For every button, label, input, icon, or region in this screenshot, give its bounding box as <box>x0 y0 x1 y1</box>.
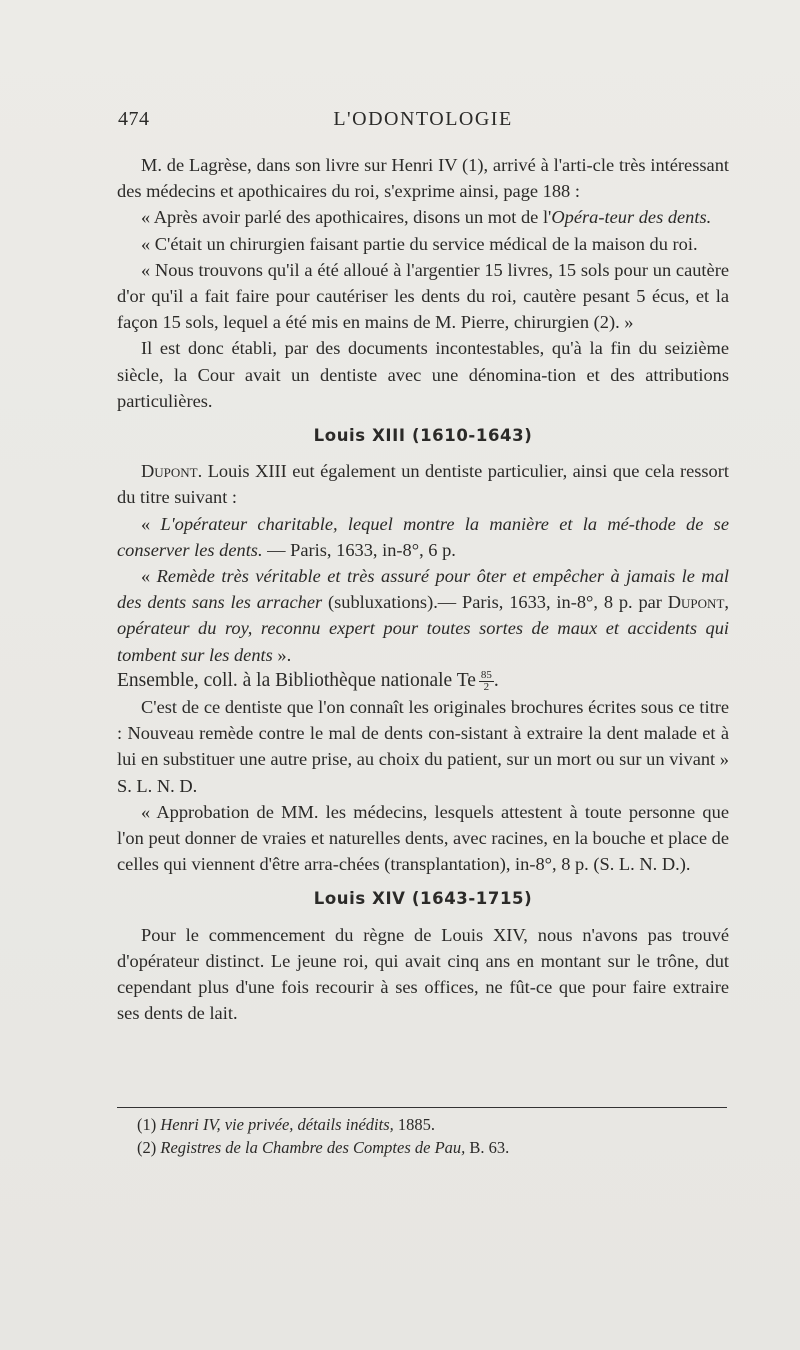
running-title: L'ODONTOLOGIE <box>333 108 513 130</box>
paragraph: « Approbation de MM. les médecins, lesquels attestent à toute personne que l'on peut donner de vraies et naturelles dents, avec racines, en la bouche et place de celles qui viennent d'être arra-chées (transplantation), in-8°, 8 p. (S. L. N. D.). <box>117 801 729 875</box>
footnote-2: (2) Registres de la Chambre des Comptes de Pau, B. 63. <box>137 1138 510 1157</box>
paragraph: « Remède très véritable et très assuré pour ôter et empêcher à jamais le mal des dents sans les arracher (subluxations).— Paris, 1633, in-8°, 8 p. par Dupont, opérateur du roy, reconnu expert pour toutes sortes de maux et accidents qui tombent sur les dents ». <box>117 566 729 665</box>
paragraph: « L'opérateur charitable, lequel montre la manière et la mé-thode de se conserver les dents. — Paris, 1633, in-8°, 6 p. <box>117 513 729 560</box>
paragraph: C'est de ce dentiste que l'on connaît les originales brochures écrites sous ce titre : Nouveau remède contre le mal de dents con-sistant à extraire la dent malade et à lui en substituer une autre prise, au choix du patient, sur un mort ou sur un vivant » S. L. N. D. <box>117 697 729 796</box>
section-heading-louis-xiii: Louis XIII (1610-1643) <box>313 426 533 446</box>
paragraph: M. de Lagrèse, dans son livre sur Henri IV (1), arrivé à l'arti-cle très intéressant des médecins et apothicaires du roi, s'exprime ainsi, page 188 : <box>117 155 729 202</box>
paragraph: « Nous trouvons qu'il a été alloué à l'argentier 15 livres, 15 sols pour un cautère d'or qu'il a fait faire pour cautériser les dents du roi, cautère pesant 5 écus, et la façon 15 sols, lequel a été mis en mains de M. Pierre, chirurgien (2). » <box>117 259 729 333</box>
fraction: $\frac{85}{2}$ <box>480 668 492 693</box>
body-text <box>117 152 729 1027</box>
paragraph: Pour le commencement du règne de Louis XIV, nous n'avons pas trouvé d'opérateur distinct. Le jeune roi, qui avait cinq ans en montant sur le trône, dut cependant plus d'une fois recourir à ses offices, ne fût-ce que pour faire extraire ses dents de lait. <box>117 924 729 1024</box>
page-header <box>118 108 728 134</box>
footnote-divider <box>117 1107 727 1108</box>
paragraph: « C'était un chirurgien faisant partie du service médical de la maison du roi. <box>141 233 698 254</box>
paragraph: Il est donc établi, par des documents incontestables, qu'à la fin du seizième siècle, la Cour avait un dentiste avec une dénomina-tion et des attributions particulières. <box>117 338 729 411</box>
footnotes <box>117 1113 729 1159</box>
paragraph: Dupont. Louis XIII eut également un dentiste particulier, ainsi que cela ressort du titre suivant : <box>117 461 729 508</box>
section-heading-louis-xiv: Louis XIV (1643-1715) <box>313 889 533 909</box>
footnote-1: (1) Henri IV, vie privée, détails inédits, 1885. <box>137 1115 436 1134</box>
paragraph: « Après avoir parlé des apothicaires, disons un mot de l'Opéra-teur des dents. <box>141 207 712 228</box>
paragraph: Ensemble, coll. à la Bibliothèque nationale Te $\frac{85}{2}$ . <box>117 668 499 693</box>
page-number: 474 <box>118 108 150 130</box>
